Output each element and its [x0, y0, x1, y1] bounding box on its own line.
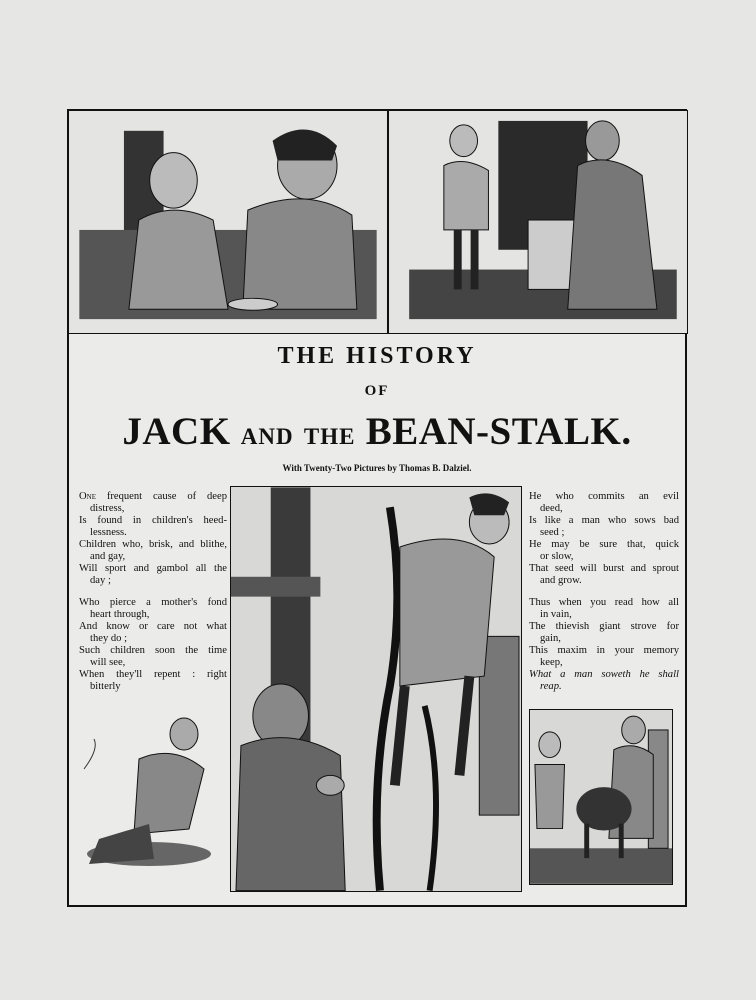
poem-line: day ;: [90, 575, 111, 586]
poem-line: Is like a man who sows bad: [529, 515, 679, 526]
engraving-jack-and-mother-eating: [69, 111, 387, 333]
poem-initial-word: One: [79, 491, 96, 502]
illustration-jack-and-mother-at-well: [388, 110, 688, 334]
illustration-jack-mother-and-cow: [529, 709, 673, 885]
illustration-jack-and-mother-eating: [68, 110, 388, 334]
poem-line: will see,: [90, 657, 126, 668]
engraving-jack-mother-and-cow: [530, 710, 672, 884]
poem-line: Will sport and gambol all the: [79, 563, 227, 574]
poem-line: seed ;: [540, 527, 565, 538]
title-block: [69, 335, 685, 485]
illustration-jack-climbing-beanstalk: [230, 486, 522, 892]
poem-line: distress,: [90, 503, 125, 514]
poem-line: bitterly: [90, 681, 121, 692]
poem-line: keep,: [540, 657, 563, 668]
poem-line: He may be sure that, quick: [529, 539, 679, 550]
poem-line: Thus when you read how all: [529, 597, 679, 608]
title-main: [69, 409, 685, 454]
title-and: AND: [240, 424, 294, 449]
poem-line: That seed will burst and sprout: [529, 563, 679, 574]
poem-line: and gay,: [90, 551, 126, 562]
title-the: THE: [303, 424, 356, 449]
page-frame: [67, 109, 687, 907]
poem-line: Such children soon the time: [79, 645, 227, 656]
poem-line: and grow.: [540, 575, 582, 586]
poem-line: heart through,: [90, 609, 150, 620]
poem-line: The thievish giant strove for: [529, 621, 679, 632]
engraving-jack-climbing-beanstalk: [231, 487, 521, 891]
poem-line: Children who, brisk, and blithe,: [79, 539, 227, 550]
poem-line: One frequent cause of deep: [79, 491, 227, 502]
title-jack: JACK: [122, 410, 231, 453]
poem-line: When they'll repent : right: [79, 669, 227, 680]
illustration-kneeling-boy: [79, 709, 215, 871]
poem-right: [529, 491, 679, 693]
title-subtitle: With Twenty-Two Pictures by Thomas B. Dalziel.: [282, 463, 472, 473]
poem-line: He who commits an evil: [529, 491, 679, 502]
poem-line: Is found in children's heed-: [79, 515, 227, 526]
poem-left: [79, 491, 227, 693]
poem-line: gain,: [540, 633, 561, 644]
poem-line: deed,: [540, 503, 563, 514]
poem-moral: What a man soweth he shall: [529, 669, 679, 680]
title-of: OF: [364, 383, 390, 399]
engraving-kneeling-boy: [79, 709, 215, 871]
poem-line: And know or care not what: [79, 621, 227, 632]
poem-moral: reap.: [540, 681, 562, 692]
engraving-jack-and-mother-at-well: [389, 111, 687, 333]
poem-line: lessness.: [90, 527, 127, 538]
poem-line: Who pierce a mother's fond: [79, 597, 227, 608]
poem-line: This maxim in your memory: [529, 645, 679, 656]
title-beanstalk: BEAN-STALK.: [365, 410, 632, 453]
poem-line: they do ;: [90, 633, 128, 644]
poem-line: or slow,: [540, 551, 574, 562]
title-history: THE HISTORY: [277, 343, 477, 369]
poem-line: in vain,: [540, 609, 572, 620]
